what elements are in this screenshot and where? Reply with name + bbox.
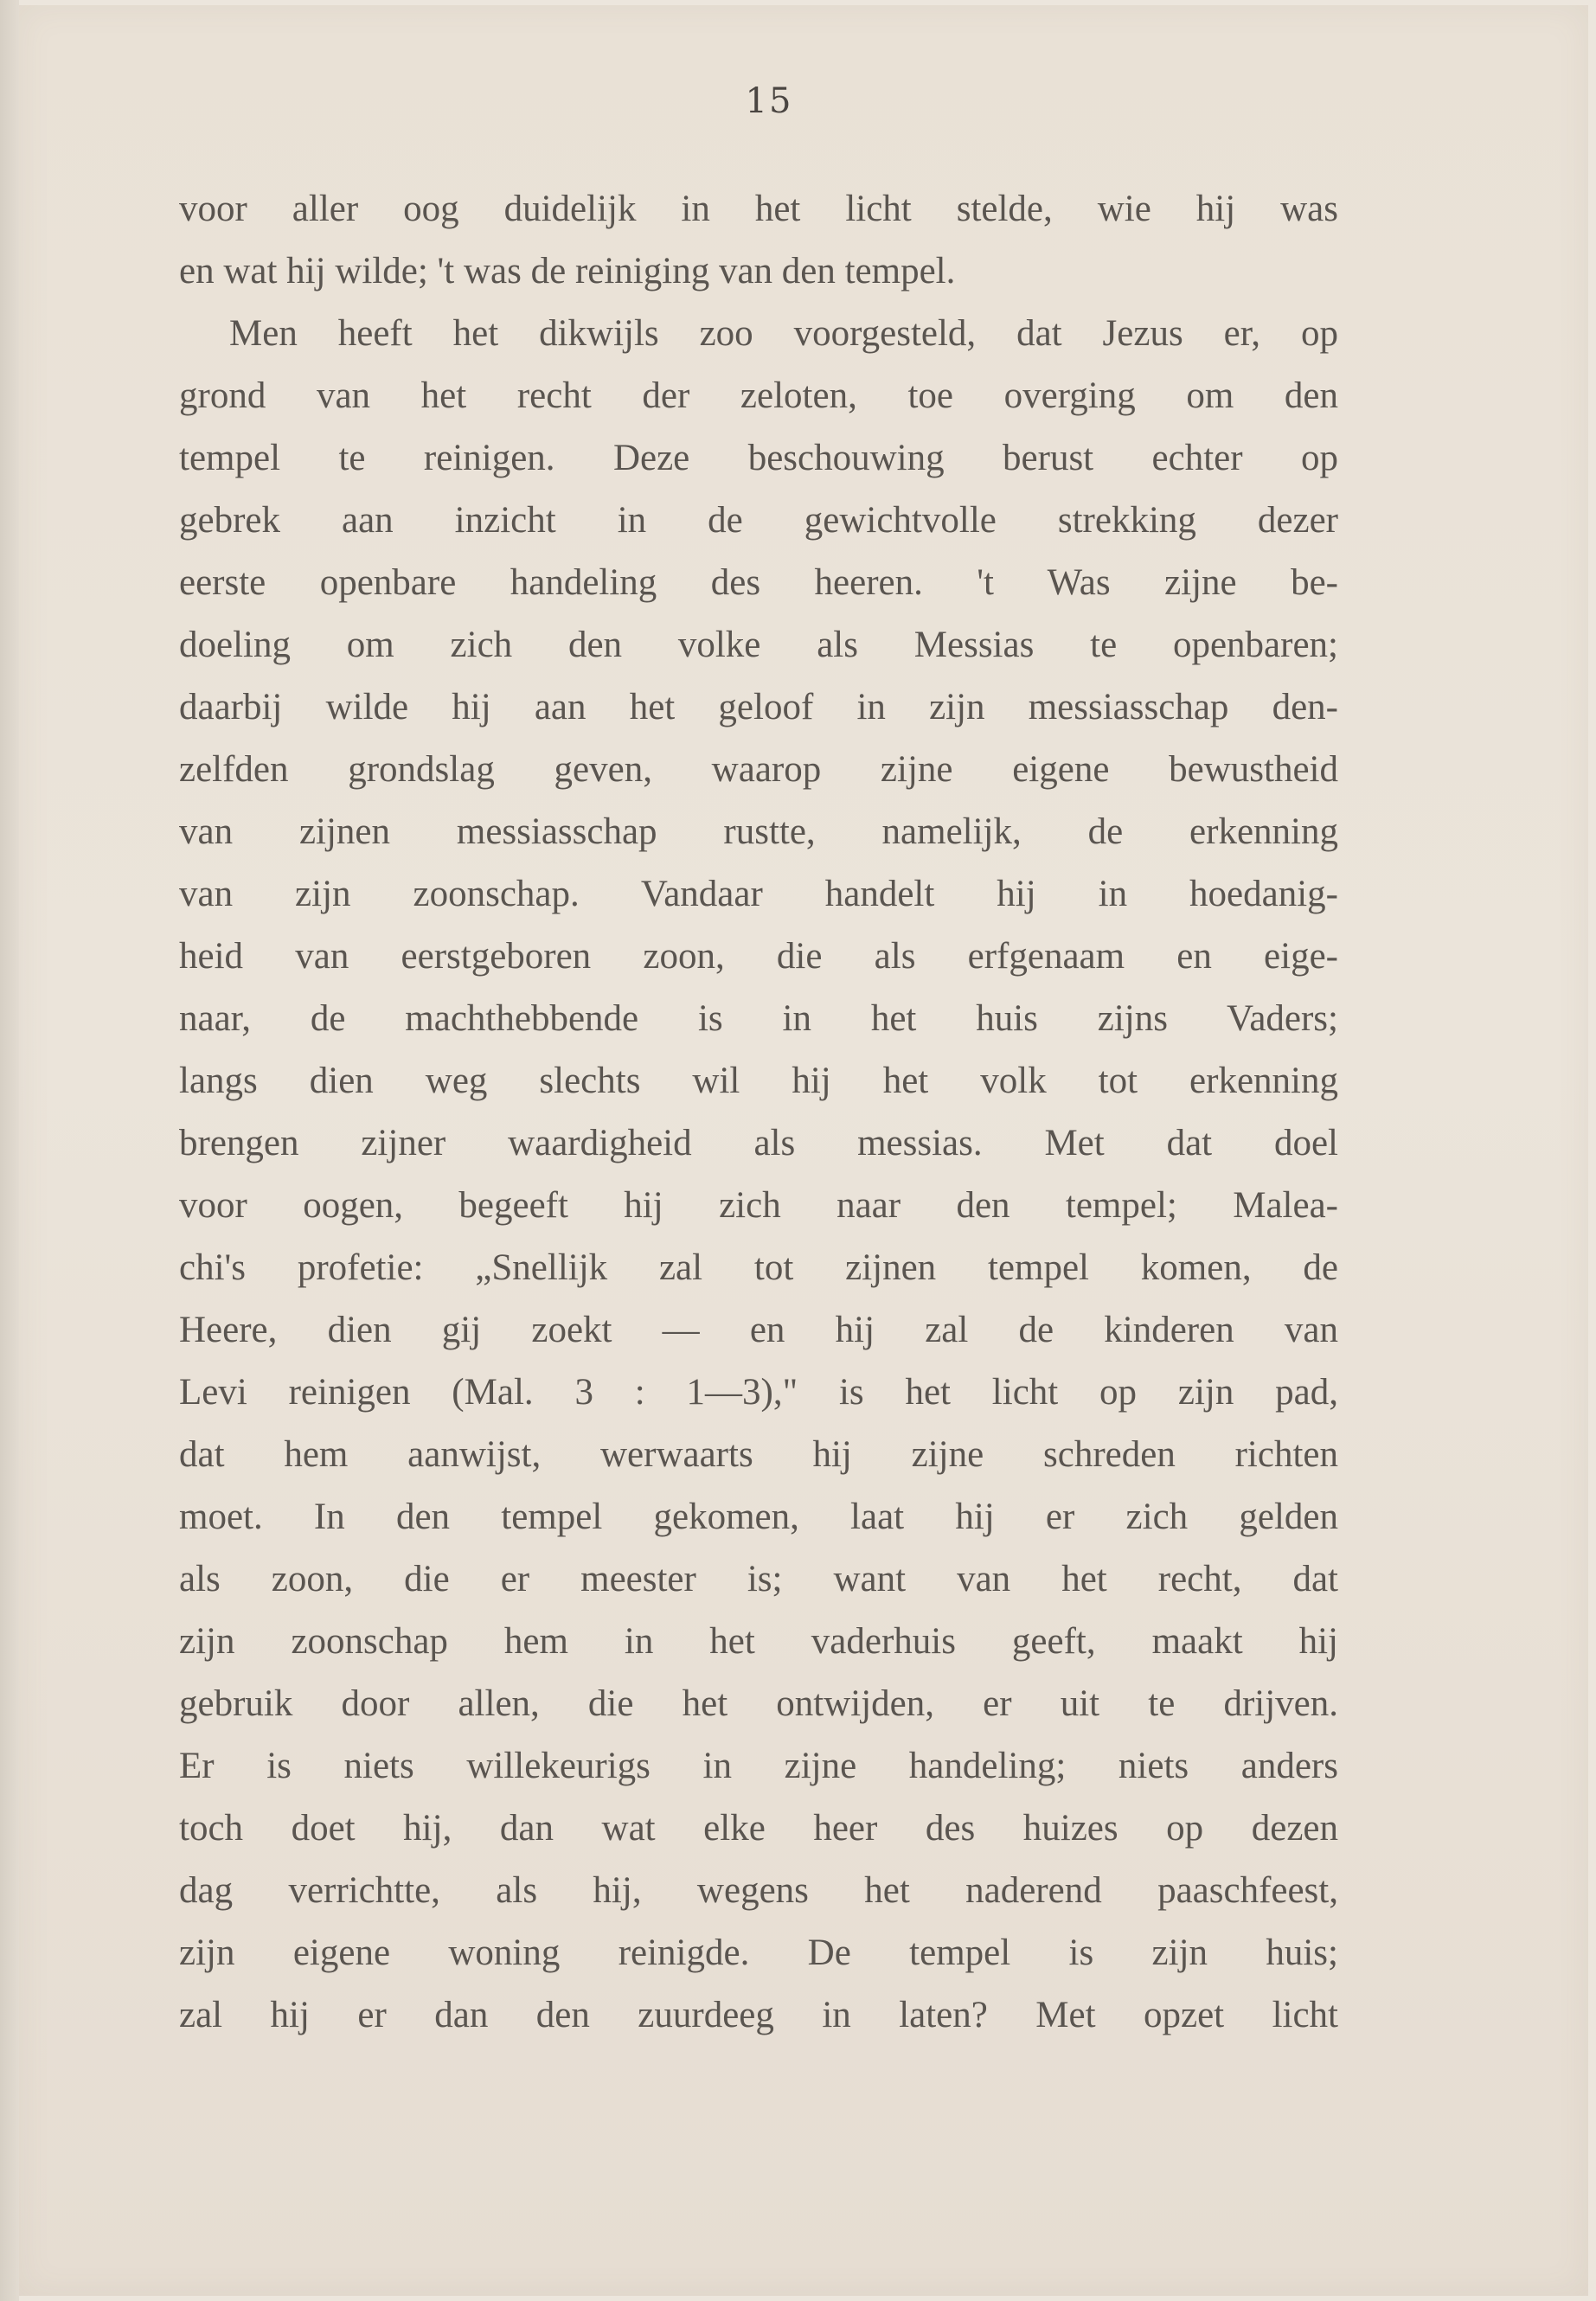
text-line: daarbij wilde hij aan het geloof in zijn messiasschap den- xyxy=(179,687,1338,727)
text-line: Men heeft het dikwijls zoo voorgesteld, dat Jezus er, op xyxy=(229,313,1338,354)
text-line: zijn eigene woning reinigde. De tempel is zijn huis; xyxy=(179,1932,1338,1973)
text-line: Levi reinigen (Mal. 3 : 1—3)," is het licht op zijn pad, xyxy=(179,1372,1338,1413)
text-line: doeling om zich den volke als Messias te openbaren; xyxy=(179,625,1338,665)
text-line: tempel te reinigen. Deze beschouwing berust echter op xyxy=(179,438,1338,478)
text-line: van zijn zoonschap. Vandaar handelt hij in hoedanig- xyxy=(179,874,1338,914)
text-line: heid van eerstgeboren zoon, die als erfgenaam en eige- xyxy=(179,936,1338,977)
text-line: als zoon, die er meester is; want van het recht, dat xyxy=(179,1559,1338,1599)
text-line: eerste openbare handeling des heeren. 't Was zijne be- xyxy=(179,562,1338,603)
text-line: moet. In den tempel gekomen, laat hij er zich gelden xyxy=(179,1497,1338,1537)
book-page xyxy=(19,5,1588,2296)
text-line: zelfden grondslag geven, waarop zijne eigene bewustheid xyxy=(179,749,1338,790)
text-line: van zijnen messiasschap rustte, namelijk, de erkenning xyxy=(179,811,1338,852)
text-line: dag verrichtte, als hij, wegens het naderend paaschfeest, xyxy=(179,1870,1338,1911)
body-text xyxy=(179,178,1338,2047)
text-line: naar, de machthebbende is in het huis zijns Vaders; xyxy=(179,998,1338,1039)
text-line: gebruik door allen, die het ontwijden, er uit te drijven. xyxy=(179,1683,1338,1724)
text-line: voor oogen, begeeft hij zich naar den tempel; Malea- xyxy=(179,1185,1338,1226)
page-binding-edge xyxy=(0,0,19,2301)
text-line: Heere, dien gij zoekt — en hij zal de kinderen van xyxy=(179,1310,1338,1350)
text-line: en wat hij wilde; 't was de reiniging van den tempel. xyxy=(179,251,956,292)
text-line: toch doet hij, dan wat elke heer des huizes op dezen xyxy=(179,1808,1338,1849)
text-line: zijn zoonschap hem in het vaderhuis geeft, maakt hij xyxy=(179,1621,1338,1662)
page-number: 15 xyxy=(745,81,793,121)
text-line: chi's profetie: „Snellijk zal tot zijnen tempel komen, de xyxy=(179,1247,1338,1288)
text-line: gebrek aan inzicht in de gewichtvolle strekking dezer xyxy=(179,500,1338,541)
text-line: zal hij er dan den zuurdeeg in laten? Met opzet licht xyxy=(179,1995,1338,2035)
text-line: Er is niets willekeurigs in zijne handeling; niets anders xyxy=(179,1746,1338,1786)
text-line: dat hem aanwijst, werwaarts hij zijne schreden richten xyxy=(179,1434,1338,1475)
text-line: langs dien weg slechts wil hij het volk tot erkenning xyxy=(179,1061,1338,1101)
text-line: voor aller oog duidelijk in het licht stelde, wie hij was xyxy=(179,189,1338,229)
text-line: grond van het recht der zeloten, toe overging om den xyxy=(179,375,1338,416)
text-line: brengen zijner waardigheid als messias. Met dat doel xyxy=(179,1123,1338,1163)
